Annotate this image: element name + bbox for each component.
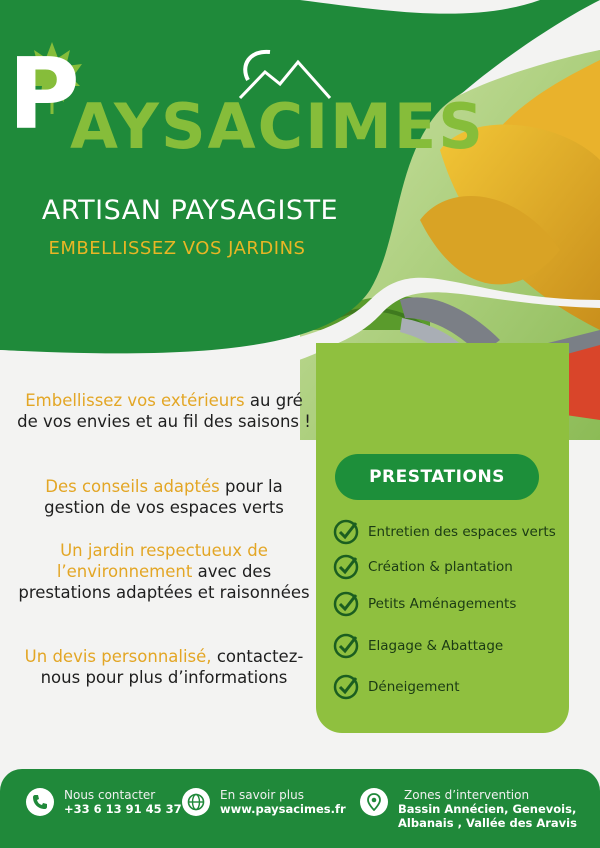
zones-label: Zones d’intervention [404, 788, 530, 802]
service-item [333, 517, 556, 547]
website-label: En savoir plus [220, 788, 304, 802]
paragraph-text: contactez-nous pour plus d’informations [40, 647, 304, 687]
location-pin-icon [360, 788, 388, 816]
service-label: Petits Aménagements [368, 596, 517, 612]
service-item [333, 589, 516, 619]
service-item [333, 631, 503, 661]
check-icon [333, 633, 359, 659]
phone-number[interactable]: +33 6 13 91 45 37 [64, 802, 182, 816]
globe-icon [182, 788, 210, 816]
paragraph-highlight: Un jardin respectueux de l’environnement [56, 541, 268, 581]
check-icon [333, 674, 359, 700]
paragraph-highlight: Embellissez vos extérieurs [25, 391, 245, 410]
paragraph-text: pour la gestion de vos espaces verts [44, 477, 284, 517]
paragraph-text: au gré de vos envies et au fil des saisons ! [17, 391, 311, 431]
website-link[interactable]: www.paysacimes.fr [220, 802, 346, 816]
service-label: Déneigement [368, 679, 460, 695]
zones-line-1: Bassin Annécien, Genevois, [398, 802, 577, 816]
paragraph-highlight: Des conseils adaptés [45, 477, 220, 496]
footer-zones [360, 788, 577, 830]
service-item [333, 552, 513, 582]
logo-wordmark: AYSACIMES [70, 90, 485, 163]
paragraph-highlight: Un devis personnalisé, [24, 647, 212, 666]
paragraph-environnement [14, 540, 314, 603]
paragraph-exterieurs [14, 390, 314, 432]
check-icon [333, 554, 359, 580]
paragraph-conseils [14, 476, 314, 518]
footer-contact[interactable] [26, 788, 182, 816]
paragraph-devis [14, 646, 314, 688]
prestations-title: PRESTATIONS [335, 454, 539, 500]
service-label: Création & plantation [368, 559, 513, 575]
paragraph-text: avec des prestations adaptées et raisonnées [18, 562, 310, 602]
page-title: ARTISAN PAYSAGISTE [41, 195, 339, 226]
service-item [333, 672, 460, 702]
contact-label: Nous contacter [64, 788, 156, 802]
service-label: Entretien des espaces verts [368, 524, 556, 540]
phone-icon [26, 788, 54, 816]
footer-website[interactable] [182, 788, 346, 816]
logo-initial: P [8, 38, 80, 152]
service-label: Elagage & Abattage [368, 638, 504, 654]
check-icon [333, 591, 359, 617]
zones-line-2: Albanais , Vallée des Aravis [398, 816, 577, 830]
check-icon [333, 519, 359, 545]
page-subtitle: EMBELLISSEZ VOS JARDINS [48, 238, 306, 259]
